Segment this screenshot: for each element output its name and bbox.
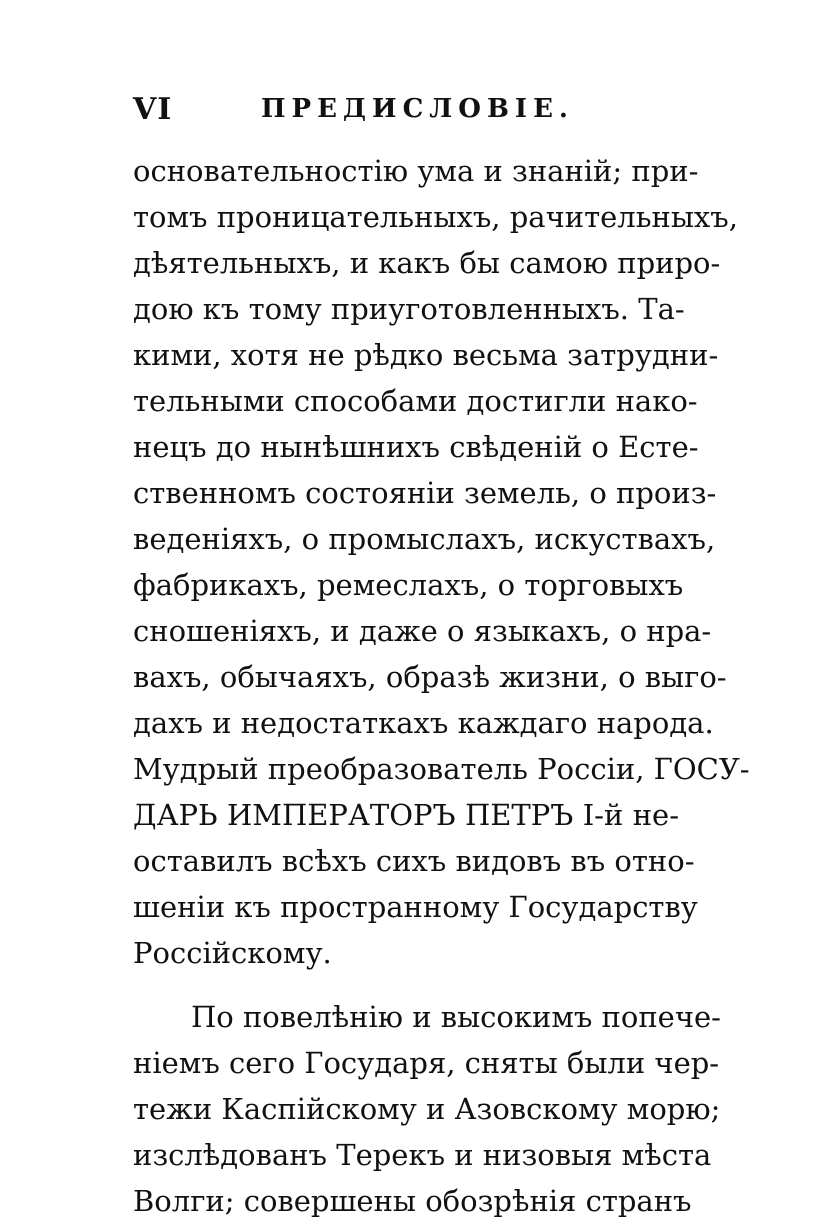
text-line: ственномъ состояніи земель, о произ- bbox=[133, 476, 717, 510]
text-line: Волги; совершены обозрѣнія странъ bbox=[133, 1184, 692, 1218]
text-line: По повелѣнію и высокимъ попече- bbox=[191, 1000, 721, 1034]
text-line: Мудрый преобразователь Россіи, ГОСУ- bbox=[133, 752, 750, 786]
text-line: дахъ и недостаткахъ каждаго народа. bbox=[133, 706, 714, 740]
text-line: изслѣдованъ Терекъ и низовыя мѣста bbox=[133, 1138, 712, 1172]
text-line: тежи Каспійскому и Азовскому морю; bbox=[133, 1092, 721, 1126]
paragraph-2 bbox=[133, 994, 721, 1224]
page-number: VI bbox=[133, 92, 173, 127]
page-header bbox=[133, 92, 583, 132]
paragraph-gap bbox=[133, 976, 679, 994]
text-line: фабрикахъ, ремеслахъ, о торговыхъ bbox=[133, 568, 684, 602]
text-line: нецъ до нынѣшнихъ свѣденій о Есте- bbox=[133, 430, 699, 464]
text-line: томъ проницательныхъ, рачительныхъ, bbox=[133, 200, 738, 234]
text-line: тельными способами достигли нако- bbox=[133, 384, 698, 418]
text-line: дою къ тому приуготовленныхъ. Та- bbox=[133, 292, 685, 326]
text-line: дѣятельныхъ, и какъ бы самою приро- bbox=[133, 246, 721, 280]
text-line: оставилъ всѣхъ сихъ видовъ въ отно- bbox=[133, 844, 695, 878]
text-line: основательностію ума и знаній; при- bbox=[133, 154, 699, 188]
text-line: веденіяхъ, о промыслахъ, искуствахъ, bbox=[133, 522, 716, 556]
text-line: сношеніяхъ, и даже о языкахъ, о нра- bbox=[133, 614, 712, 648]
text-line: ДАРЬ ИМПЕРАТОРЪ ПЕТРЪ І-й не- bbox=[133, 798, 679, 832]
body-text bbox=[133, 148, 750, 1224]
running-title: ПРЕДИСЛОВІЕ. bbox=[261, 94, 574, 124]
text-line: вахъ, обычаяхъ, образѣ жизни, о выго- bbox=[133, 660, 727, 694]
text-line: шеніи къ пространному Государству bbox=[133, 890, 698, 924]
text-line: Россійскому. bbox=[133, 936, 332, 970]
paragraph-1 bbox=[133, 148, 750, 976]
text-line: кими, хотя не рѣдко весьма затрудни- bbox=[133, 338, 719, 372]
text-line: ніемъ сего Государя, сняты были чер- bbox=[133, 1046, 720, 1080]
